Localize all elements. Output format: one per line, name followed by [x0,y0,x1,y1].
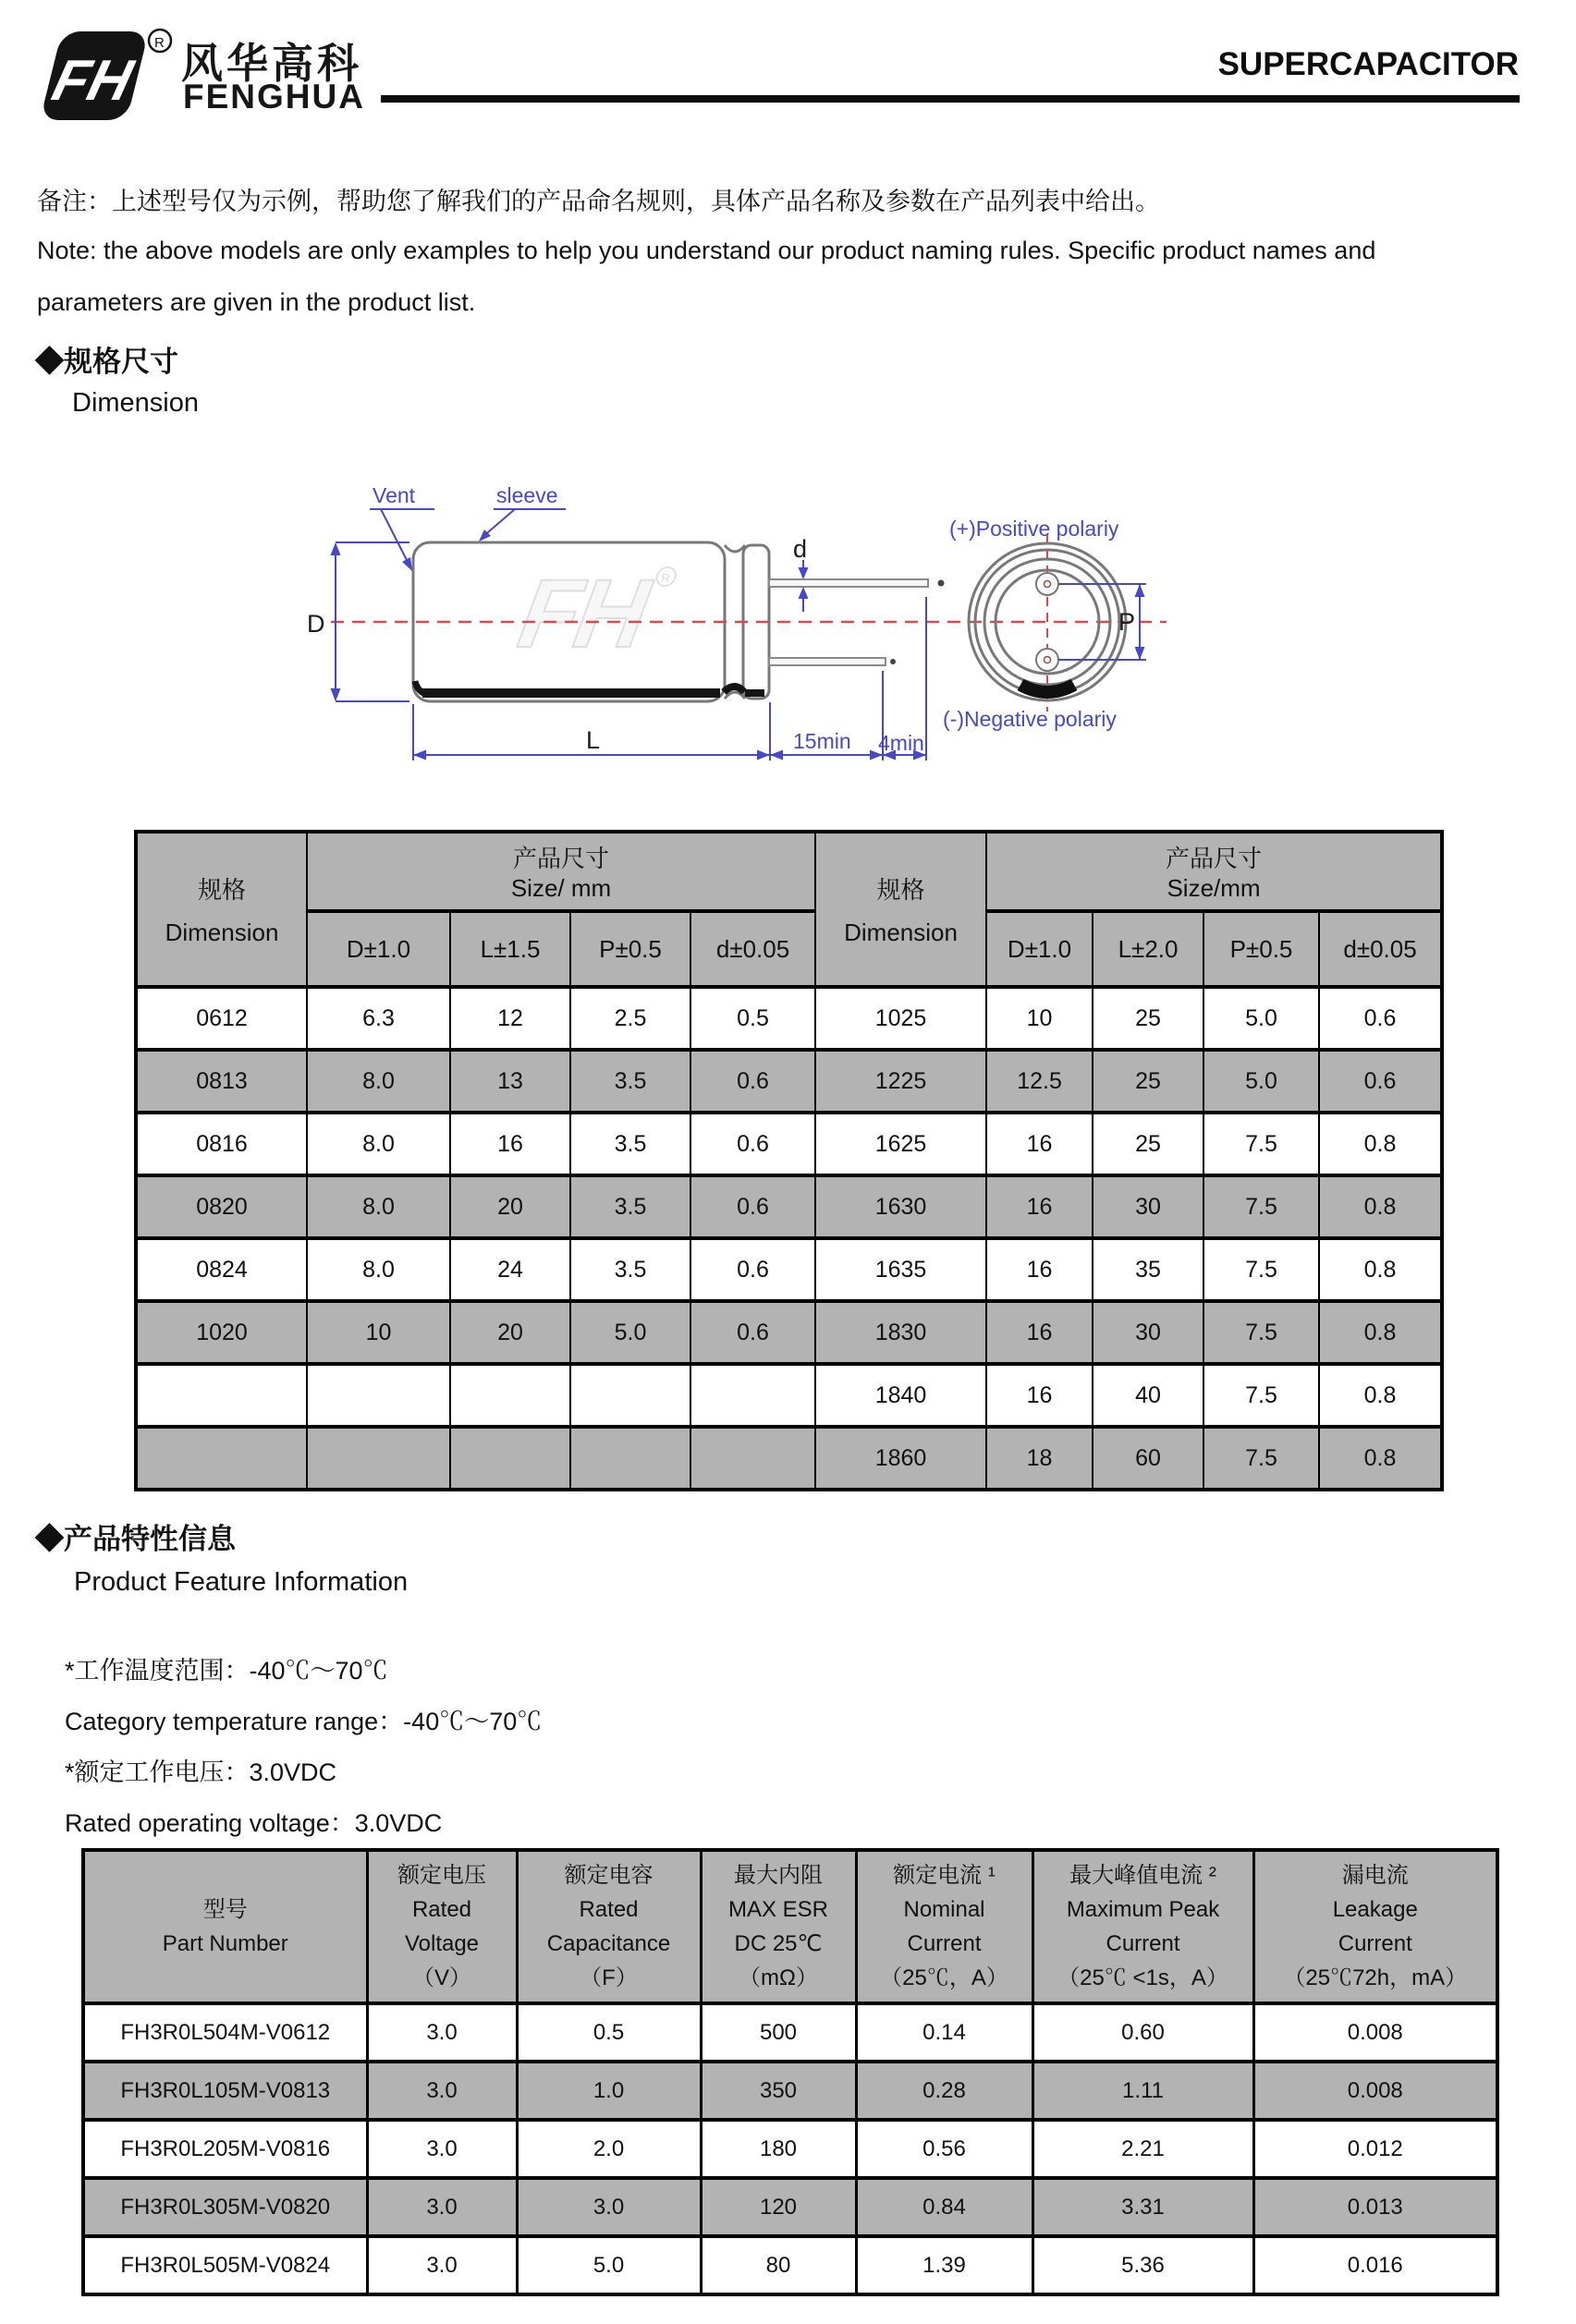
feature-table-col-header [701,1850,856,2003]
spec-label-zh: 规格 [197,876,246,904]
dimension-cell: 7.5 [1203,1238,1319,1301]
dimension-cell: 6.3 [307,987,450,1050]
dimension-cell: 0.6 [690,1301,815,1364]
fenghua-logo-icon [42,26,189,129]
feature-cell: 3.0 [367,2062,517,2120]
header-line: （mΩ） [739,1965,818,1990]
dimension-cell [136,1427,307,1490]
feature-cell: 3.0 [367,2120,517,2178]
dimension-cell [570,1427,690,1490]
note-line-en-1: Note: the above models are only examples to help you understand our product naming rules. Specific product names and [37,237,1376,264]
dimension-cell: 0.6 [690,1113,815,1175]
header-line: Voltage [404,1931,480,1956]
dimension-cell [450,1364,570,1427]
feature-cell: 0.012 [1253,2120,1497,2178]
dimension-cell: 16 [450,1113,570,1175]
vent-label: Vent [373,483,416,507]
dimension-cell: 16 [986,1175,1093,1238]
dimension-cell: 0.6 [690,1050,815,1113]
feature-cell: 2.21 [1032,2120,1253,2178]
spec-label-en: Dimension [165,919,279,946]
dimension-cell: 1830 [815,1301,986,1364]
brand-name-en: FENGHUA [183,78,365,116]
dimension-cell: 18 [986,1427,1093,1490]
size-label-zh: 产品尺寸 [513,845,610,872]
feature-table-col-header [1253,1850,1497,2003]
feature-cell: 3.0 [517,2178,701,2236]
dimension-cell: 16 [986,1113,1093,1175]
dimension-cell: 7.5 [1203,1364,1319,1427]
dimension-cell: 12 [450,987,570,1050]
feature-table-col-header [517,1850,701,2003]
dimension-cell: 0816 [136,1113,307,1175]
feature-cell: 3.0 [367,2003,517,2062]
size-label-en: Size/mm [1167,874,1261,902]
dimension-cell: 25 [1093,987,1203,1050]
note-line-zh: 备注：上述型号仅为示例，帮助您了解我们的产品命名规则，具体产品名称及参数在产品列表中给出。 [37,188,1160,215]
dimension-cell: 16 [986,1301,1093,1364]
feature-cell: 0.5 [517,2003,701,2062]
header-line: （V） [411,1965,471,1990]
header-line: （25℃，A） [880,1965,1008,1990]
feature-cell: 0.008 [1253,2003,1497,2062]
dimension-table [134,830,1444,1491]
logo-monogram: FH [46,48,139,113]
label-d: d [793,535,808,563]
dimension-cell [570,1364,690,1427]
feature-cell: FH3R0L504M-V0612 [83,2003,367,2062]
header-line: （25℃ <1s，A） [1057,1965,1228,1990]
dimension-table-header-row-1 [136,832,1442,911]
dimension-cell: 10 [307,1301,450,1364]
header-line: 型号 [202,1897,248,1922]
dim-col-size-right [986,832,1442,911]
dimension-cell: 30 [1093,1301,1203,1364]
dimension-cell: 12.5 [986,1050,1093,1113]
dimension-cell: 35 [1093,1238,1203,1301]
dimension-table-body [136,987,1442,1490]
spec-label-en: Dimension [844,919,958,946]
dimension-cell: 3.5 [570,1175,690,1238]
feature-cell: 1.11 [1032,2062,1253,2120]
dim-col-spec-right [815,832,986,987]
dimension-table-header-row-2 [136,911,1442,987]
feature-cell: 80 [701,2236,856,2294]
dimension-cell: 1020 [136,1301,307,1364]
feature-cell: 5.36 [1032,2236,1253,2294]
header-line: Current [1338,1931,1412,1956]
header-rule [381,95,1520,103]
note-line-en-2: parameters are given in the product list. [37,288,476,316]
col-D-right: D±1.0 [986,911,1093,987]
dimension-cell: 1840 [815,1364,986,1427]
dimension-cell: 8.0 [307,1175,450,1238]
dimension-cell: 8.0 [307,1113,450,1175]
header-line: Rated [411,1897,472,1922]
dimension-cell: 5.0 [570,1301,690,1364]
header-line: Nominal [903,1897,985,1922]
header-line: Part Number [162,1931,288,1956]
svg-text:R: R [660,571,672,585]
dimension-cell: 2.5 [570,987,690,1050]
dimension-cell: 1625 [815,1113,986,1175]
dim-col-spec-left [136,832,307,987]
dimension-cell: 20 [450,1301,570,1364]
header-line: Leakage [1332,1897,1418,1922]
dimension-cell: 25 [1093,1113,1203,1175]
dimension-cell: 16 [986,1238,1093,1301]
feature-line-voltage-zh: *额定工作电压：3.0VDC [65,1758,337,1786]
section-dimension-heading-en: Dimension [72,388,199,418]
dimension-cell: 1635 [815,1238,986,1301]
feature-cell: FH3R0L105M-V0813 [83,2062,367,2120]
dimension-cell: 25 [1093,1050,1203,1113]
dimension-cell: 7.5 [1203,1175,1319,1238]
feature-cell: FH3R0L505M-V0824 [83,2236,367,2294]
header-line: Maximum Peak [1066,1897,1220,1922]
feature-cell: 1.39 [856,2236,1032,2294]
positive-polarity-label: (+)Positive polariy [949,517,1119,541]
feature-table-header-row [83,1850,1497,2003]
dimension-cell: 0.6 [690,1238,815,1301]
section-feature-heading-en: Product Feature Information [74,1567,409,1597]
dimension-cell: 0612 [136,987,307,1050]
dimension-cell: 8.0 [307,1238,450,1301]
header-line: （25℃72h，mA） [1283,1965,1468,1990]
feature-table-body [83,2003,1497,2294]
header-line: Current [907,1931,982,1956]
feature-table-row [83,2062,1497,2120]
dimension-cell: 3.5 [570,1238,690,1301]
dimension-cell: 0.6 [1319,987,1442,1050]
dimension-table-row [136,1175,1442,1238]
dimension-cell: 0.8 [1319,1175,1442,1238]
dimension-cell: 30 [1093,1175,1203,1238]
dimension-cell: 16 [986,1364,1093,1427]
feature-cell: 3.0 [367,2236,517,2294]
feature-cell: 0.016 [1253,2236,1497,2294]
feature-cell: 500 [701,2003,856,2062]
feature-cell: 0.013 [1253,2178,1497,2236]
col-d-left: d±0.05 [690,911,815,987]
dimension-cell: 0.6 [690,1175,815,1238]
dimension-table-row [136,1238,1442,1301]
header-line: （F） [580,1965,638,1990]
feature-cell: 350 [701,2062,856,2120]
feature-cell: 0.14 [856,2003,1032,2062]
header-line: 额定电容 [564,1863,654,1888]
header-line: 额定电压 [397,1863,486,1888]
col-D-left: D±1.0 [307,911,450,987]
dimension-cell: 5.0 [1203,1050,1319,1113]
section-feature-heading-zh: ◆产品特性信息 [35,1523,236,1555]
feature-cell: 180 [701,2120,856,2178]
label-15min: 15min [793,729,851,753]
feature-cell: 0.008 [1253,2062,1497,2120]
page-title: SUPERCAPACITOR [1217,46,1519,82]
feature-cell: 0.56 [856,2120,1032,2178]
dimension-cell: 0.8 [1319,1238,1442,1301]
header-line: Rated [579,1897,639,1922]
dimension-cell: 7.5 [1203,1427,1319,1490]
header-line: 漏电流 [1341,1863,1409,1888]
dimension-table-row [136,1301,1442,1364]
lead-hole-positive [1036,573,1058,595]
dimension-cell: 0.8 [1319,1364,1442,1427]
feature-table-row [83,2178,1497,2236]
dimension-cell: 0.8 [1319,1427,1442,1490]
feature-cell: 120 [701,2178,856,2236]
feature-cell: 1.0 [517,2062,701,2120]
dimension-cell: 0824 [136,1238,307,1301]
dimension-cell [450,1427,570,1490]
dimension-cell: 40 [1093,1364,1203,1427]
feature-table-col-header [1032,1850,1253,2003]
label-D: D [307,610,325,638]
feature-cell: FH3R0L305M-V0820 [83,2178,367,2236]
header-line: Capacitance [546,1931,671,1956]
watermark-monogram: FH [511,559,653,668]
dimension-cell [307,1364,450,1427]
brand-name-cn: 风华高科 [181,40,363,87]
dimension-cell: 1630 [815,1175,986,1238]
sleeve-callout [479,483,566,541]
spec-label-zh: 规格 [876,876,925,904]
dimension-table-row [136,1113,1442,1175]
feature-table-row [83,2120,1497,2178]
section-dimension-heading-zh: ◆规格尺寸 [35,346,178,378]
feature-table-col-header [83,1850,367,2003]
dimension-cell: 5.0 [1203,987,1319,1050]
dimension-cell [690,1427,815,1490]
feature-cell: FH3R0L205M-V0816 [83,2120,367,2178]
header-line: 最大峰值电流 ² [1069,1863,1216,1888]
label-4min: 4min [878,731,924,755]
dimension-cell: 0813 [136,1050,307,1113]
feature-cell: 3.0 [367,2178,517,2236]
feature-table-row [83,2236,1497,2294]
dimension-cell [690,1364,815,1427]
dimension-cell: 3.5 [570,1050,690,1113]
label-L: L [586,726,601,754]
col-L-left: L±1.5 [450,911,570,987]
dimension-cell [136,1364,307,1427]
feature-cell: 5.0 [517,2236,701,2294]
dimension-cell: 0.5 [690,987,815,1050]
col-P-right: P±0.5 [1203,911,1319,987]
feature-cell: 0.28 [856,2062,1032,2120]
header-line: MAX ESR [727,1897,829,1922]
col-d-right: d±0.05 [1319,911,1442,987]
dim-col-size-left [307,832,815,911]
feature-table-col-header [367,1850,517,2003]
polarity-mark [1020,685,1074,692]
dimension-table-row [136,1427,1442,1490]
negative-polarity-label: (-)Negative polariy [943,707,1117,731]
capacitor-leads [769,579,945,665]
dimension-cell: 0820 [136,1175,307,1238]
dimension-cell: 1860 [815,1427,986,1490]
dimension-table-row [136,1364,1442,1427]
dimension-d [793,535,809,612]
dimension-cell: 8.0 [307,1050,450,1113]
size-label-zh: 产品尺寸 [1166,845,1263,872]
dimension-cell: 60 [1093,1427,1203,1490]
feature-table-row [83,2003,1497,2062]
feature-table [81,1848,1499,2296]
capacitor-dimension-drawing [305,448,1350,809]
feature-cell: 3.31 [1032,2178,1253,2236]
lead-hole-negative [1036,649,1058,671]
header-line: 额定电流 ¹ [893,1863,996,1888]
label-P: P [1118,608,1136,636]
dimension-cell: 1025 [815,987,986,1050]
dimension-cell: 0.6 [1319,1050,1442,1113]
header-line: DC 25℃ [734,1931,823,1956]
header-line: 最大内阻 [734,1863,823,1888]
dimension-cell: 1225 [815,1050,986,1113]
dimension-cell [307,1427,450,1490]
feature-line-temp-en: Category temperature range：-40℃～70℃ [65,1708,543,1735]
dimension-cell: 13 [450,1050,570,1113]
dimension-cell: 3.5 [570,1113,690,1175]
sleeve-label: sleeve [496,483,558,507]
dimension-cell: 24 [450,1238,570,1301]
dimension-table-row [136,1050,1442,1113]
feature-line-temp-zh: *工作温度范围：-40℃～70℃ [65,1657,388,1685]
dimension-cell: 0.8 [1319,1113,1442,1175]
dimension-cell: 7.5 [1203,1301,1319,1364]
col-L-right: L±2.0 [1093,911,1203,987]
feature-cell: 0.60 [1032,2003,1253,2062]
col-P-left: P±0.5 [570,911,690,987]
size-label-en: Size/ mm [510,874,612,902]
dimension-cell: 7.5 [1203,1113,1319,1175]
dimension-table-row [136,987,1442,1050]
feature-table-col-header [856,1850,1032,2003]
registered-mark-icon: R [154,35,165,51]
feature-line-voltage-en: Rated operating voltage：3.0VDC [65,1809,443,1837]
dimension-cell: 0.8 [1319,1301,1442,1364]
header-line: Current [1106,1931,1180,1956]
feature-cell: 0.84 [856,2178,1032,2236]
dimension-cell: 20 [450,1175,570,1238]
feature-cell: 2.0 [517,2120,701,2178]
dimension-cell: 10 [986,987,1093,1050]
